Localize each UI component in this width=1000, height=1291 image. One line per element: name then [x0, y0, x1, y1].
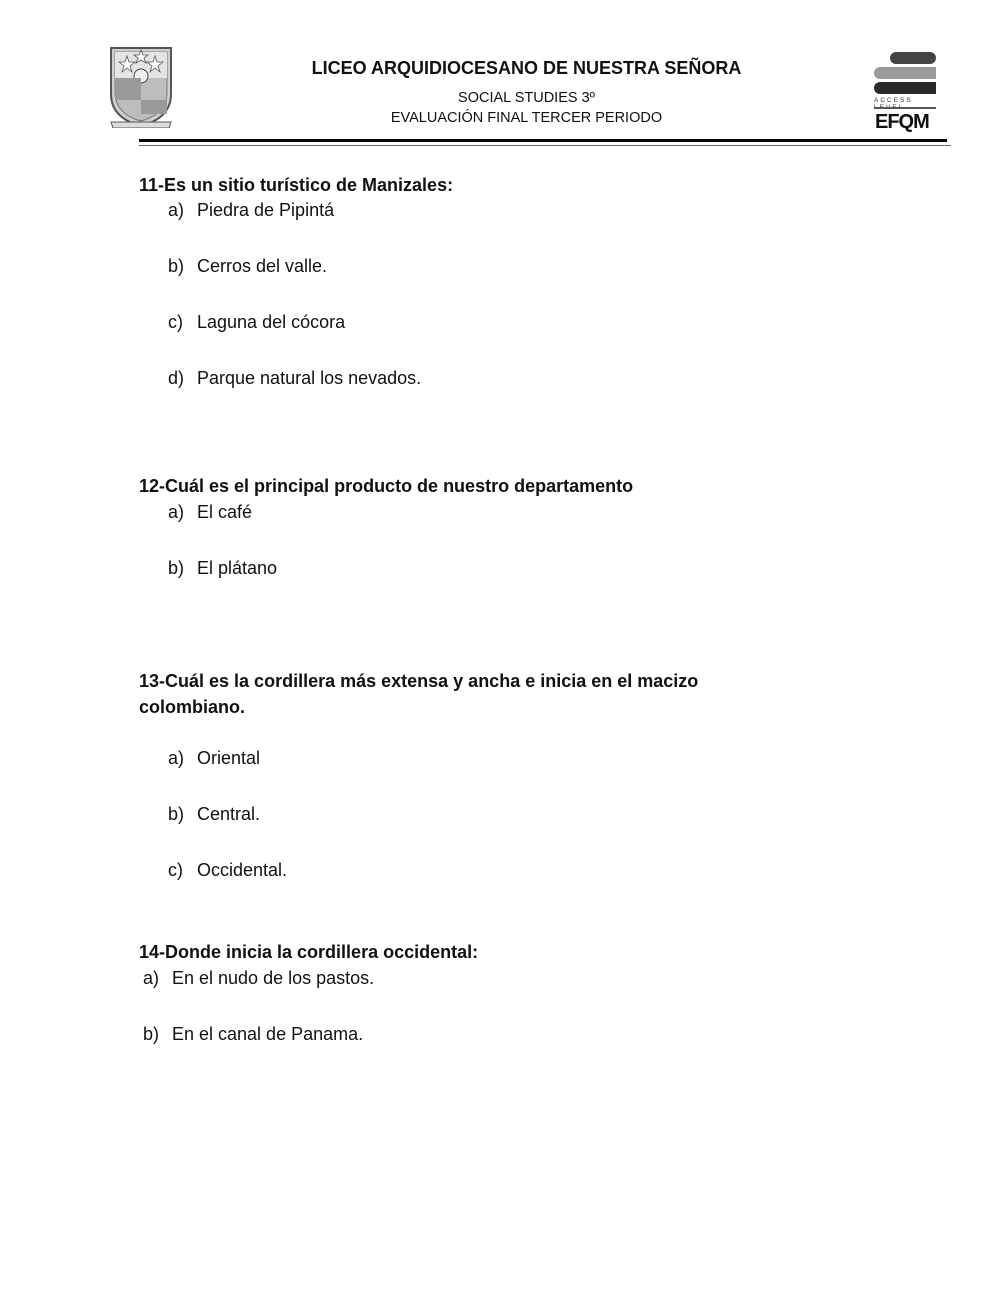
question-12-option-b: b) El plátano	[168, 558, 278, 578]
exam-title: EVALUACIÓN FINAL TERCER PERIODO	[390, 110, 663, 126]
question-11-title: 11-Es un sitio turístico de Manizales:	[139, 175, 454, 195]
question-11-option-b: b) Cerros del valle.	[168, 256, 328, 276]
question-11-option-a: a) Piedra de Pipintá	[168, 200, 335, 220]
question-12-title: 12-Cuál es el principal producto de nuestro departamento	[139, 476, 634, 496]
question-14-option-b: b) En el canal de Panama.	[143, 1024, 364, 1044]
subject-title: SOCIAL STUDIES 3º	[458, 90, 595, 106]
question-13-title-line2: colombiano.	[139, 697, 246, 717]
question-14-title: 14-Donde inicia la cordillera occidental:	[139, 942, 479, 962]
question-13-option-c: c) Occidental.	[168, 860, 288, 880]
school-name: LICEO ARQUIDIOCESANO DE NUESTRA SEÑORA	[311, 58, 742, 78]
question-11-option-c: c) Laguna del cócora	[168, 312, 346, 332]
question-11-option-d: d) Parque natural los nevados.	[168, 368, 422, 388]
efqm-rule	[874, 107, 936, 109]
efqm-logo	[874, 52, 938, 134]
efqm-bar-top	[890, 52, 936, 64]
header-divider-thin	[139, 145, 951, 146]
header-divider-thick	[139, 139, 947, 142]
efqm-bar-middle	[874, 67, 936, 79]
efqm-tagline: ACCESS	[874, 97, 913, 104]
question-12-option-a: a) El café	[168, 502, 253, 522]
question-14-option-a: a) En el nudo de los pastos.	[143, 968, 375, 988]
efqm-brand: EFQM	[875, 111, 929, 133]
question-13-option-b: b) Central.	[168, 804, 261, 824]
efqm-bar-bottom	[874, 82, 936, 94]
question-13-option-a: a) Oriental	[168, 748, 261, 768]
question-13-title-line1: 13-Cuál es la cordillera más extensa y ancha e inicia en el macizo	[139, 671, 699, 691]
